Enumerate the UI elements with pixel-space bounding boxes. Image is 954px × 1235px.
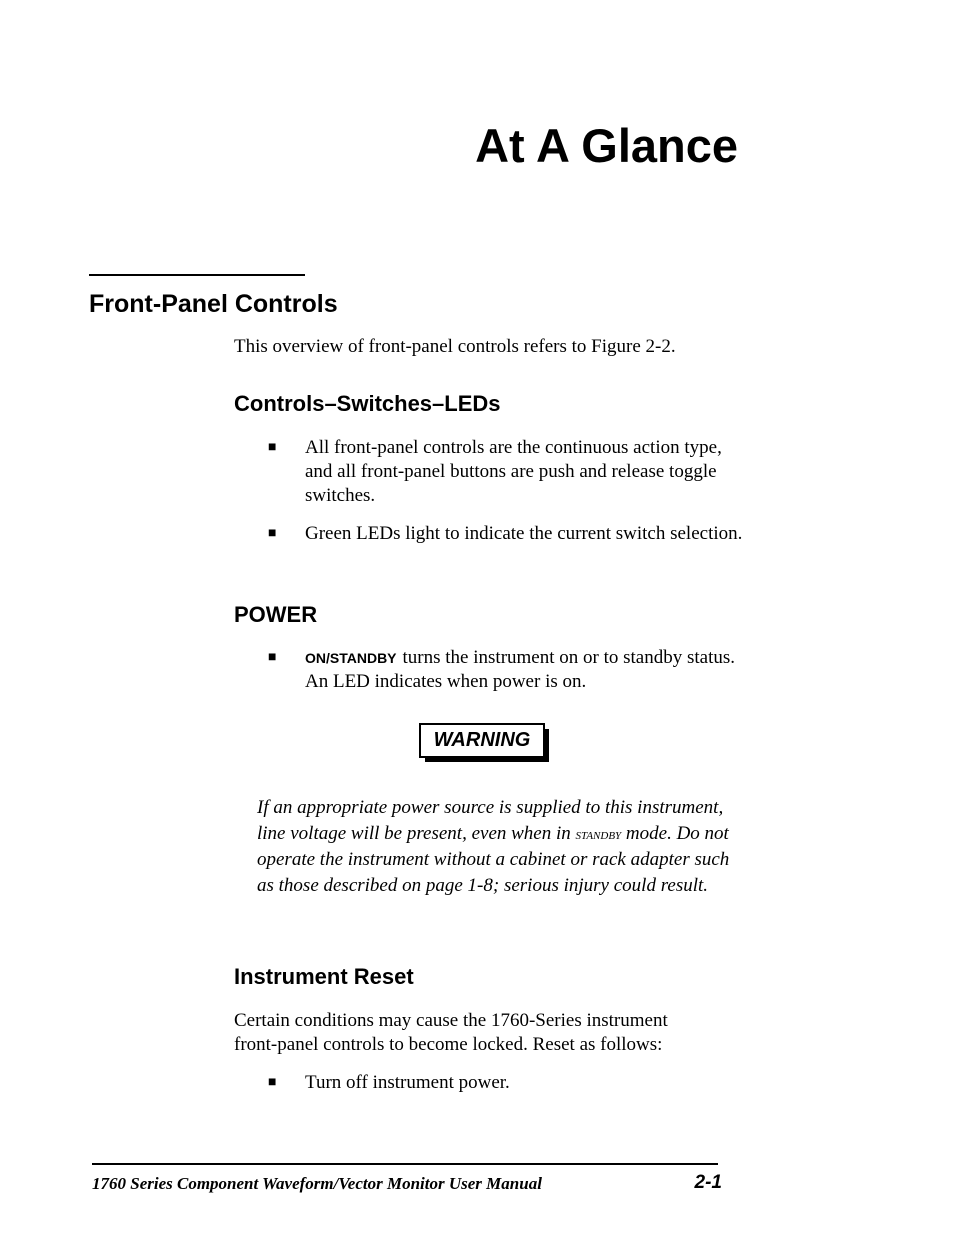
controls-heading: Controls–Switches–LEDs [234,391,501,416]
warning-text [257,795,747,899]
list-item [268,436,748,508]
bullet-icon: ■ [268,1075,277,1090]
power-heading: POWER [234,602,318,627]
list-item [268,1071,748,1095]
warning-badge [419,723,547,758]
reset-paragraph: Certain conditions may cause the 1760-Series instrument front-panel controls to become locked. Reset as follows: [234,1010,668,1055]
reset-heading: Instrument Reset [234,964,414,989]
standby-word: standby [575,825,622,843]
warning-text-end: mode. Do not operate the instrument without a cabinet or rack adapter such as those described on page 1-8; serious injury could result. [257,822,730,897]
footer-rule [92,1163,718,1165]
list-item-text: Green LEDs light to indicate the current switch selection. [305,523,743,544]
list-item-text [305,646,748,694]
footer-manual-title: 1760 Series Component Waveform/Vector Monitor User Manual [92,1174,542,1193]
warning-label: WARNING [419,723,545,758]
list-item [268,646,748,694]
on-standby-label: ON/STANDBY [305,650,397,666]
section-rule [89,274,305,276]
bullet-icon: ■ [268,440,277,455]
warning-text-start: If an appropriate power source is supplied to this instrument, line voltage will be present, even when in [257,797,724,844]
chapter-title: At A Glance [475,119,738,172]
section-title: Front-Panel Controls [89,290,338,318]
bullet-icon: ■ [268,526,277,541]
bullet-icon: ■ [268,650,277,665]
intro-paragraph: This overview of front-panel controls refers to Figure 2-2. [234,336,676,357]
list-item-text: Turn off instrument power. [305,1072,510,1093]
list-item [268,522,748,546]
list-item-text: All front-panel controls are the continuous action type, and all front-panel buttons are push and release toggle switches. [305,437,722,506]
page-number: 2-1 [694,1172,722,1193]
power-description: turns the instrument on or to standby status. An LED indicates when power is on. [305,647,736,692]
